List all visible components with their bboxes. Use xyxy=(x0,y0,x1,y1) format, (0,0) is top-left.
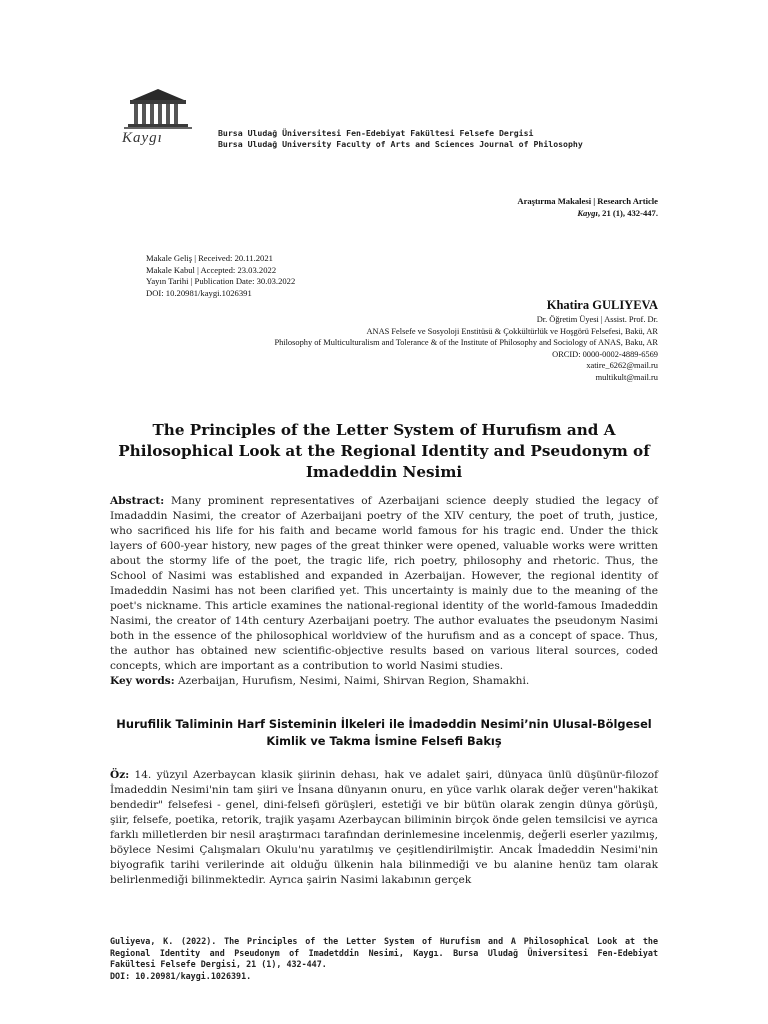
received-date: Makale Geliş | Received: 20.11.2021 xyxy=(146,253,273,263)
abstract-text: Many prominent representatives of Azerbaijani science deeply studied the legacy of Imadaddin Nasimi, the creator of Azerbaijani poetry of the XIV century, the poet of truth, justice, who sacrificed his life for his faith and became world famous for his tragic end. Under the thick layers of 600-year history, new pages of the great thinker were opened, valuable works were written about the stormy life of the poet, the tragic life, rich poetry, philosophy and rhetoric. Thus, the School of Nasimi was established and expanded in Azerbaijan. However, the regional identity of Imadeddin Nasimi has not been clarified yet. This uncertainty is mainly due to the meaning of the poet's nickname. This article examines the national-regional identity of the world-famous Imadeddin Nasimi, the creator of 14th century Azerbaijani poetry. The author evaluates the pseudonym Nasimi both in the essence of the philosophical worldview of the hurufism and as a concept of space. Thus, the author has obtained new scientific-objective results based on various literal sources, coded concepts, which are important as a contribution to world Nasimi studies. xyxy=(110,495,658,672)
turkish-abstract xyxy=(110,768,658,888)
citation-text: Guliyeva, K. (2022). The Principles of the Letter System of Hurufism and A Philosophical Look at the Regional Identity and Pseudonym of Imadetddin Nesimi, Kaygı. Bursa Uludağ Üniversitesi Fen-Edebiyat Fakültesi Felsefe Dergisi, 21 (1), 432-447. xyxy=(110,936,658,969)
author-title: Dr. Öğretim Üyesi | Assist. Prof. Dr. xyxy=(536,315,658,324)
keywords-text: Azerbaijan, Hurufism, Nesimi, Naimi, Shirvan Region, Shamakhi. xyxy=(174,675,530,687)
journal-name-tr: Bursa Uludağ Üniversitesi Fen-Edebiyat Fakültesi Felsefe Dergisi xyxy=(218,128,534,138)
turkish-title: Hurufilik Taliminin Harf Sisteminin İlkeleri ile İmadəddin Nesimi’nin Ulusal-Bölgesel Kimlik ve Takma İsmine Felsefi Bakış xyxy=(116,717,652,748)
author-email-2[interactable]: multikult@mail.ru xyxy=(595,372,658,382)
author-name: Khatira GULIYEVA xyxy=(546,298,658,312)
keywords-label: Key words: xyxy=(110,675,175,687)
abstract xyxy=(110,494,658,689)
article-type-block xyxy=(517,195,658,219)
author-email-1[interactable]: xatire_6262@mail.ru xyxy=(586,361,658,371)
temple-icon xyxy=(118,86,200,146)
citation-doi[interactable]: DOI: 10.20981/kaygi.1026391. xyxy=(110,970,252,981)
author-affiliation-en: Philosophy of Multiculturalism and Tolerance & of the Institute of Philosophy and Sociology of ANAS, Baku, AR xyxy=(274,338,658,348)
abstract-label: Abstract: xyxy=(110,495,165,507)
journal-name-block xyxy=(218,128,583,150)
author-orcid[interactable]: ORCID: 0000-0002-4889-6569 xyxy=(552,349,658,359)
citation-volume: , 21 (1), 432-447. xyxy=(597,208,658,218)
article-citation-short xyxy=(517,207,658,219)
logo-wordmark: Kaygı xyxy=(122,130,163,146)
oz-label: Öz: xyxy=(110,769,130,781)
journal-logo xyxy=(118,86,200,146)
citation-footer xyxy=(110,936,658,982)
article-type-label: Araştırma Makalesi | Research Article xyxy=(517,196,658,206)
oz-text: 14. yüzyıl Azerbaycan klasik şiirinin dehası, hak ve adalet şairi, dünyaca ünlü düşünür-filozof İmadeddin Nesimi'nin tam şiiri ve İnsana dünyanın onuru, en yüce varlık olarak değer veren"hakikat bendedir" felsefesi - genel, dini-felsefi görüşleri, estetiği ve bir bütün olarak zengin dünya görüşü, şiir, felsefe, poetika, retorik, trajik yaşamı Azerbaycan biliminin birçok önde gelen temsilcisi ve ayrıca farklı milletlerden bir nesil araştırmacı tarafından derinlemesine incelenmiş, değerli eserler yazılmış, böylece Nesimi Çalışmaları Okulu'nu yaratılmış ve çeşitlendirilmiştir. Ancak İmadeddin Nesimi'nin biyografik tarihi verilerinde ait olduğu ülkenin hala bilinmediği ve bu alanine henüz tam olarak belirlenmediği bilinmektedir. Ayrıca şairin Nasimi lakabının gerçek xyxy=(110,769,658,886)
journal-short-name: Kaygı xyxy=(577,208,598,218)
journal-name-en: Bursa Uludağ University Faculty of Arts and Sciences Journal of Philosophy xyxy=(218,139,583,149)
doi-link[interactable]: DOI: 10.20981/kaygi.1026391 xyxy=(146,287,252,298)
publication-date: Yayın Tarihi | Publication Date: 30.03.2022 xyxy=(146,276,296,286)
article-dates xyxy=(146,253,295,299)
article-title: The Principles of the Letter System of Hurufism and A Philosophical Look at the Regional Identity and Pseudonym of Imadeddin Nesimi xyxy=(118,421,650,481)
author-block xyxy=(274,297,658,384)
author-affiliation-tr: ANAS Felsefe ve Sosyoloji Enstitüsü & Çokkültürlük ve Hoşgörü Felsefesi, Bakü, AR xyxy=(366,326,658,336)
accepted-date: Makale Kabul | Accepted: 23.03.2022 xyxy=(146,264,277,275)
